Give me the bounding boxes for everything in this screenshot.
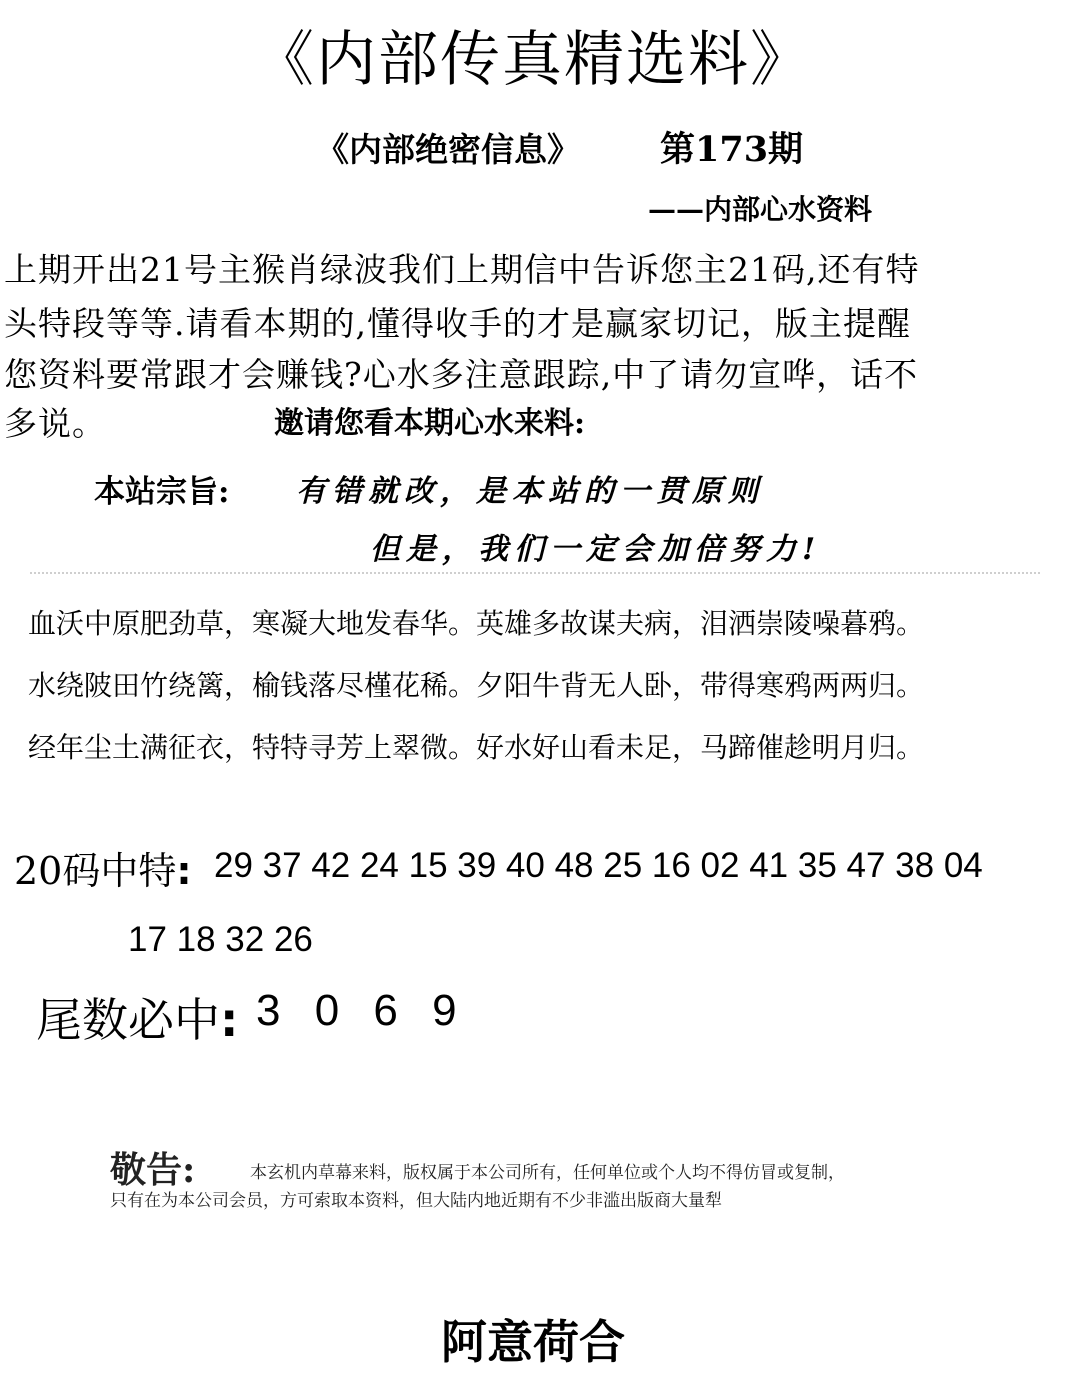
tail-label-text: 尾数必中 xyxy=(36,993,220,1047)
codes-label xyxy=(14,840,192,895)
intro-line-1: 上期开出21号主猴肖绿波我们上期信中告诉您主21码,还有特 xyxy=(4,250,920,289)
notice-label: 敬告: xyxy=(110,1149,196,1191)
codes-numbers-line-2: 17 18 32 26 xyxy=(128,920,313,959)
motto-label: 本站宗旨: xyxy=(94,474,230,510)
poem-line-3: 经年尘土满征衣，特特寻芳上翠微。好水好山看未足，马蹄催趁明月归。 xyxy=(28,731,925,764)
intro-line-4: 多说。 xyxy=(4,404,106,443)
tail-label-colon: : xyxy=(220,993,239,1047)
intro-line-2: 头特段等等.请看本期的,懂得收手的才是赢家切记，版主提醒 xyxy=(4,304,911,343)
source-line: ——内部心水资料 xyxy=(648,193,873,226)
intro-line-3: 您资料要常跟才会赚钱?心水多注意跟踪,中了请勿宣哗，话不 xyxy=(4,355,919,394)
motto-line-2: 但是，我们一定会加倍努力! xyxy=(370,532,822,567)
tail-label xyxy=(36,984,238,1050)
notice-line-1: 本玄机内草幕来料，版权属于本公司所有，任何单位或个人均不得仿冒或复制， xyxy=(250,1163,845,1183)
tail-numbers: 3 0 6 9 xyxy=(256,986,457,1035)
codes-numbers-line-1: 29 37 42 24 15 39 40 48 25 16 02 41 35 47 38 04 xyxy=(214,846,983,885)
main-title: 《内部传真精选料》 xyxy=(254,25,812,95)
motto-line-1: 有错就改，是本站的一贯原则 xyxy=(296,474,764,509)
codes-label-colon: : xyxy=(176,849,192,893)
notice-line-2: 只有在为本公司会员，方可索取本资料，但大陆内地近期有不少非滥出版商大量犁 xyxy=(110,1191,722,1211)
issue-number: 第173期 xyxy=(660,129,804,170)
poem-line-2: 水绕陂田竹绕篱，榆钱落尽槿花稀。夕阳牛背无人卧，带得寒鸦两两归。 xyxy=(28,669,925,702)
codes-label-text: 20码中特 xyxy=(14,849,177,893)
poem-line-1: 血沃中原肥劲草，寒凝大地发春华。英雄多故谋夫病，泪洒崇陵噪暮鸦。 xyxy=(28,607,925,640)
footer-text: 阿意荷合 xyxy=(441,1315,625,1369)
subtitle: 《内部绝密信息》 xyxy=(316,130,580,169)
invite-text: 邀请您看本期心水来料: xyxy=(274,406,586,441)
dotted-divider xyxy=(30,572,1040,578)
